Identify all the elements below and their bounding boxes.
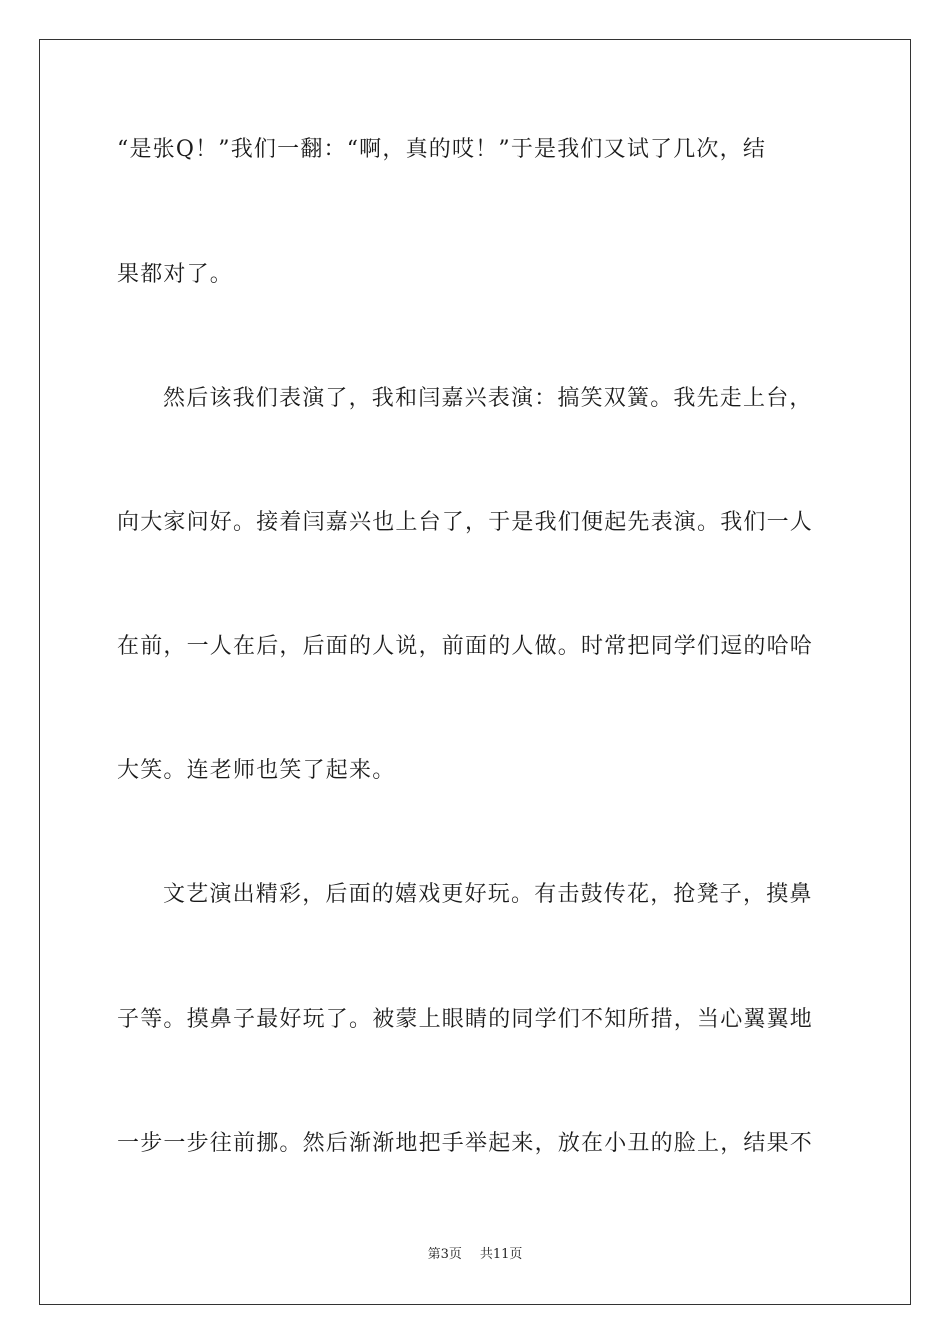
paragraph-start-line-7: 文艺演出精彩，后面的嬉戏更好玩。有击鼓传花，抢凳子，摸鼻 [163,882,813,907]
page-total: 共11页 [479,1247,523,1262]
text-line-6: 大笑。连老师也笑了起来。 [117,758,396,783]
text-line-4: 向大家问好。接着闫嘉兴也上台了，于是我们便起先表演。我们一人 [117,510,814,535]
page-border [39,39,911,1305]
text-line-5: 在前，一人在后，后面的人说，前面的人做。时常把同学们逗的哈哈 [117,634,814,659]
page-footer [0,1247,950,1263]
page-number: 第3页 [427,1247,462,1262]
text-line-9: 一步一步往前挪。然后渐渐地把手举起来，放在小丑的脸上，结果不 [117,1131,814,1156]
text-line-2: 果都对了。 [117,262,234,287]
text-line-8: 子等。摸鼻子最好玩了。被蒙上眼睛的同学们不知所措，当心翼翼地 [117,1007,814,1032]
text-line-1: “是张Q！”我们一翻：“啊，真的哎！”于是我们又试了几次，结 [117,137,767,162]
paragraph-start-line-3: 然后该我们表演了，我和闫嘉兴表演：搞笑双簧。我先走上台， [163,386,813,411]
